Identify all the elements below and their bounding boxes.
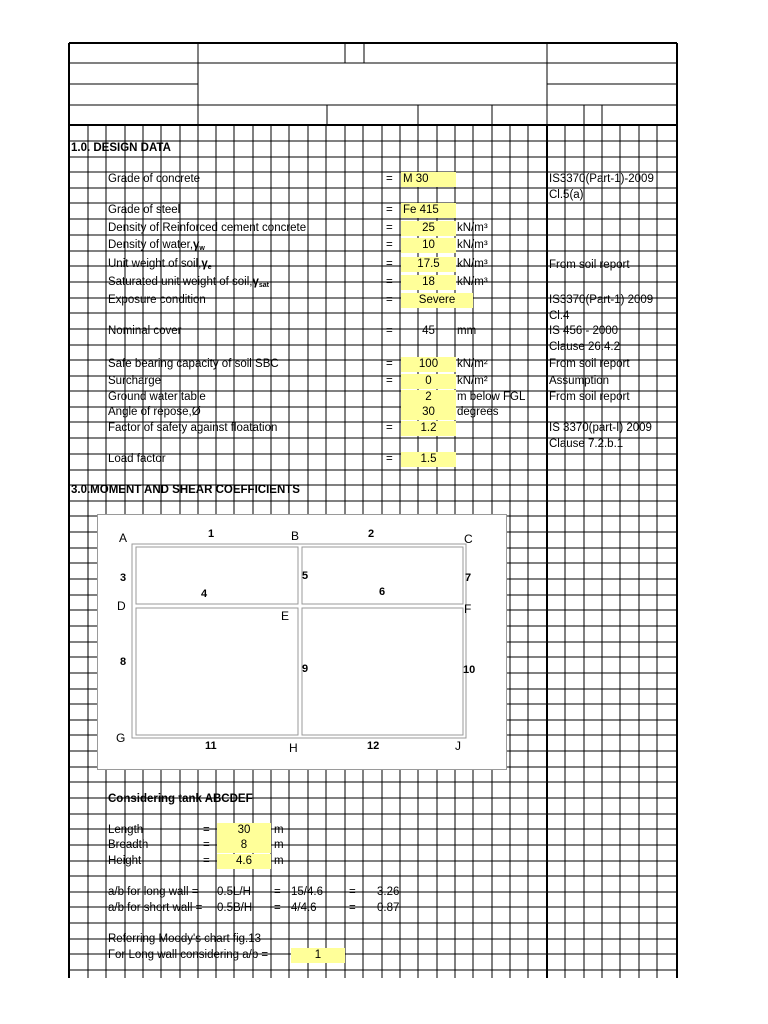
equals-sign: = [386,422,393,434]
ref-unit-weight-soil: From soil report [549,259,630,271]
value-density-rcc[interactable]: 25 [401,221,456,236]
unit-saturated-weight: kN/m³ [457,276,488,288]
value-grade-steel[interactable]: Fe 415 [401,203,456,218]
equals-sign: = [386,258,393,270]
value-load-factor[interactable]: 1.5 [401,452,456,467]
equals-sign: = [386,453,393,465]
equals-sign: = [386,294,393,306]
panel-1-label: 1 [208,528,215,540]
equals-sign: = [386,358,393,370]
value-surcharge[interactable]: 0 [401,374,456,389]
unit-nominal-cover: mm [457,325,477,337]
equals-sign: = [349,902,356,914]
panel-6-label: 6 [379,586,386,598]
tank-plan-diagram [97,514,507,770]
ref-floatation-clause: Clause 7.2.b.1 [549,438,624,450]
equals-sign: = [386,375,393,387]
unit-unit-weight-soil: kN/m³ [457,258,488,270]
unit-surcharge: kN/m² [457,375,488,387]
formula-short-wall: 0.5B/H [217,902,253,914]
ref-sbc: From soil report [549,358,630,370]
corner-g-label: G [116,731,126,745]
label-load-factor: Load factor [108,453,166,465]
ref-nominal-cover-clause: Clause 26.4.2 [549,341,620,353]
unit-height: m [274,855,284,867]
section-design-heading: 1.0. DESIGN DATA [71,142,171,154]
equals-sign: = [274,902,281,914]
label-ground-water: Ground water table [108,391,206,403]
label-short-wall-ratio: a/b for short wall = [108,902,203,914]
panel-12-label: 12 [367,740,380,752]
value-exposure[interactable]: Severe [401,293,473,308]
label-unit-weight-soil: Unit weight of $soil,\gamma_e$ [108,258,212,271]
panel-11-label: 11 [205,740,217,752]
panel-7-label: 7 [465,572,472,584]
ref-exposure-clause: Cl.4 [549,310,570,322]
tank-panel-abde [136,547,298,604]
value-density-water[interactable]: 10 [401,238,456,253]
label-grade-concrete: Grade of concrete [108,173,201,185]
corner-b-label: B [291,529,300,543]
label-length: Length [108,824,144,836]
panel-8-label: 8 [120,656,127,668]
label-nominal-cover: Nominal cover [108,325,182,337]
ref-exposure: IS3370(Part-1) 2009 [549,294,654,306]
value-floatation[interactable]: 1.2 [401,421,456,436]
label-long-wall-ratio: a/b for long wall = [108,886,199,898]
panel-10-label: 10 [463,664,476,676]
calc-short-wall: 4/4.6 [291,902,317,914]
equals-sign: = [386,173,393,185]
calc-long-wall: 15/4.6 [291,886,323,898]
label-density-rcc: Density of Reinforced cement concrete [108,222,307,234]
unit-density-water: kN/m³ [457,239,488,251]
ref-nominal-cover: IS 456 - 2000 [549,325,619,337]
label-surcharge: Surcharge [108,375,162,387]
value-nominal-cover[interactable]: 45 [422,325,435,337]
value-grade-concrete[interactable]: M 30 [401,172,456,187]
tank-outer-outline [132,544,466,738]
section-moment-heading: 3.0.MOMENT AND SHEAR COEFFICIENTS [71,484,300,496]
label-angle-repose: Angle of repose,Ø [108,406,201,418]
result-short-wall: 0.87 [377,902,400,914]
corner-d-label: D [117,599,126,613]
formula-long-wall: 0.5L/H [217,886,251,898]
equals-sign: = [386,239,393,251]
corner-j-label: J [455,739,461,753]
panel-3-label: 3 [120,572,127,584]
label-saturated-weight: Saturated unit weight of $soil,\gamma_{sat}$ [108,276,270,289]
value-sbc[interactable]: 100 [401,357,456,372]
label-exposure: Exposure condition [108,294,206,306]
tank-panel-degh [136,608,298,735]
ref-floatation: IS 3370(part-I) 2009 [549,422,652,434]
corner-h-label: H [289,741,298,755]
equals-sign: = [386,204,393,216]
panel-4-label: 4 [201,588,208,600]
tank-heading: Considering tank ABCDEF [108,793,253,805]
value-length[interactable]: 30 [217,823,271,838]
corner-c-label: C [464,532,473,546]
value-ground-water[interactable]: 2 [401,390,456,405]
tank-panel-efhj [302,608,463,735]
equals-sign: = [274,886,281,898]
label-sbc: Safe bearing capacity of soil SBC [108,358,279,370]
value-long-wall-consider[interactable]: 1 [291,948,345,963]
value-angle-repose[interactable]: 30 [401,405,456,420]
corner-e-label: E [281,609,290,623]
equals-sign: = [349,886,356,898]
corner-a-label: A [119,531,128,545]
unit-length: m [274,824,284,836]
ref-grade-concrete: IS3370(Part-1)-2009 [549,173,654,185]
label-density-water: Density of $water,\gamma_w$ [108,239,205,252]
result-long-wall: 3.26 [377,886,400,898]
ref-grade-concrete-clause: Cl.5(a) [549,189,584,201]
corner-f-label: F [464,602,472,616]
equals-sign: = [203,855,210,867]
unit-density-rcc: kN/m³ [457,222,488,234]
label-long-wall-consider: For Long wall considering a/b = [108,949,269,961]
chart-reference: Referring Moody's chart fig.13 [108,933,262,945]
panel-2-label: 2 [368,528,375,540]
tank-plan-lines [98,515,506,769]
value-height[interactable]: 4.6 [217,854,271,869]
panel-5-label: 5 [302,570,309,582]
unit-ground-water: m below FGL [457,391,526,403]
value-breadth[interactable]: 8 [217,838,271,853]
unit-angle-repose: degrees [457,406,499,418]
equals-sign: = [203,824,210,836]
label-floatation: Factor of safety against floatation [108,422,278,434]
equals-sign: = [203,839,210,851]
unit-breadth: m [274,839,284,851]
value-saturated-weight[interactable]: 18 [401,275,456,290]
ref-surcharge: Assumption [549,375,610,387]
ref-ground-water: From soil report [549,391,630,403]
label-grade-steel: Grade of steel [108,204,181,216]
equals-sign: = [386,325,393,337]
label-breadth: Breadth [108,839,149,851]
equals-sign: = [386,222,393,234]
unit-sbc: kN/m² [457,358,488,370]
panel-9-label: 9 [302,663,309,675]
label-height: Height [108,855,142,867]
equals-sign: = [386,276,393,288]
value-unit-weight-soil[interactable]: 17.5 [401,257,456,272]
